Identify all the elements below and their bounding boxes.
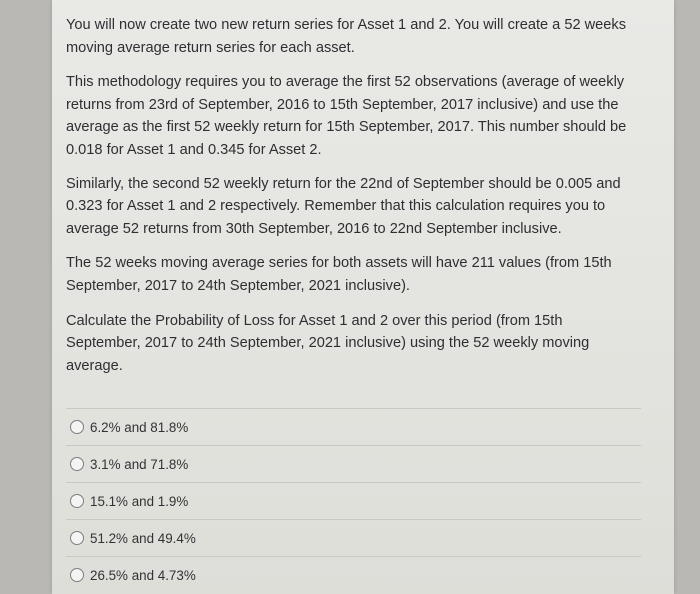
question-panel bbox=[52, 0, 674, 594]
question-paragraph-5: Calculate the Probability of Loss for Asset 1 and 2 over this period (from 15th September, 2017 to 24th September, 2021 inclusive) using the 52 weekly moving average. bbox=[66, 312, 590, 374]
question-paragraph-1: You will now create two new return series for Asset 1 and 2. You will create a 52 weeks moving average return series for each asset. bbox=[66, 17, 627, 56]
answer-option-label: 6.2% and 81.8% bbox=[90, 419, 189, 435]
answer-option-label: 15.1% and 1.9% bbox=[90, 493, 189, 509]
answer-option-5[interactable] bbox=[66, 557, 641, 593]
radio-button-icon[interactable] bbox=[70, 494, 84, 508]
question-paragraph-4: The 52 weeks moving average series for both assets will have 211 values (from 15th September, 2017 to 24th September, 2021 inclusive). bbox=[66, 255, 612, 294]
answer-options bbox=[66, 408, 641, 593]
answer-option-1[interactable] bbox=[66, 409, 641, 445]
answer-option-label: 3.1% and 71.8% bbox=[90, 456, 189, 472]
question-paragraph-2: This methodology requires you to average the first 52 observations (average of weekly returns from 23rd of September, 2016 to 15th September, 2017 inclusive) and use the average as the first 52 weekly return for 15th September, 2017. This number should be 0.018 for Asset 1 and 0.345 for Asset 2. bbox=[66, 74, 627, 158]
radio-button-icon[interactable] bbox=[70, 531, 84, 545]
radio-button-icon[interactable] bbox=[70, 420, 84, 434]
radio-button-icon[interactable] bbox=[70, 457, 84, 471]
answer-option-3[interactable] bbox=[66, 483, 641, 519]
answer-option-4[interactable] bbox=[66, 520, 641, 556]
answer-option-label: 51.2% and 49.4% bbox=[90, 530, 196, 546]
answer-option-2[interactable] bbox=[66, 446, 641, 482]
question-paragraph-3: Similarly, the second 52 weekly return for the 22nd of September should be 0.005 and 0.323 for Asset 1 and 2 respectively. Remember that this calculation requires you to average 52 returns from 30th September, 2016 to 22nd September inclusive. bbox=[66, 175, 621, 237]
answer-option-label: 26.5% and 4.73% bbox=[90, 567, 196, 583]
question-text bbox=[66, 14, 641, 389]
radio-button-icon[interactable] bbox=[70, 568, 84, 582]
